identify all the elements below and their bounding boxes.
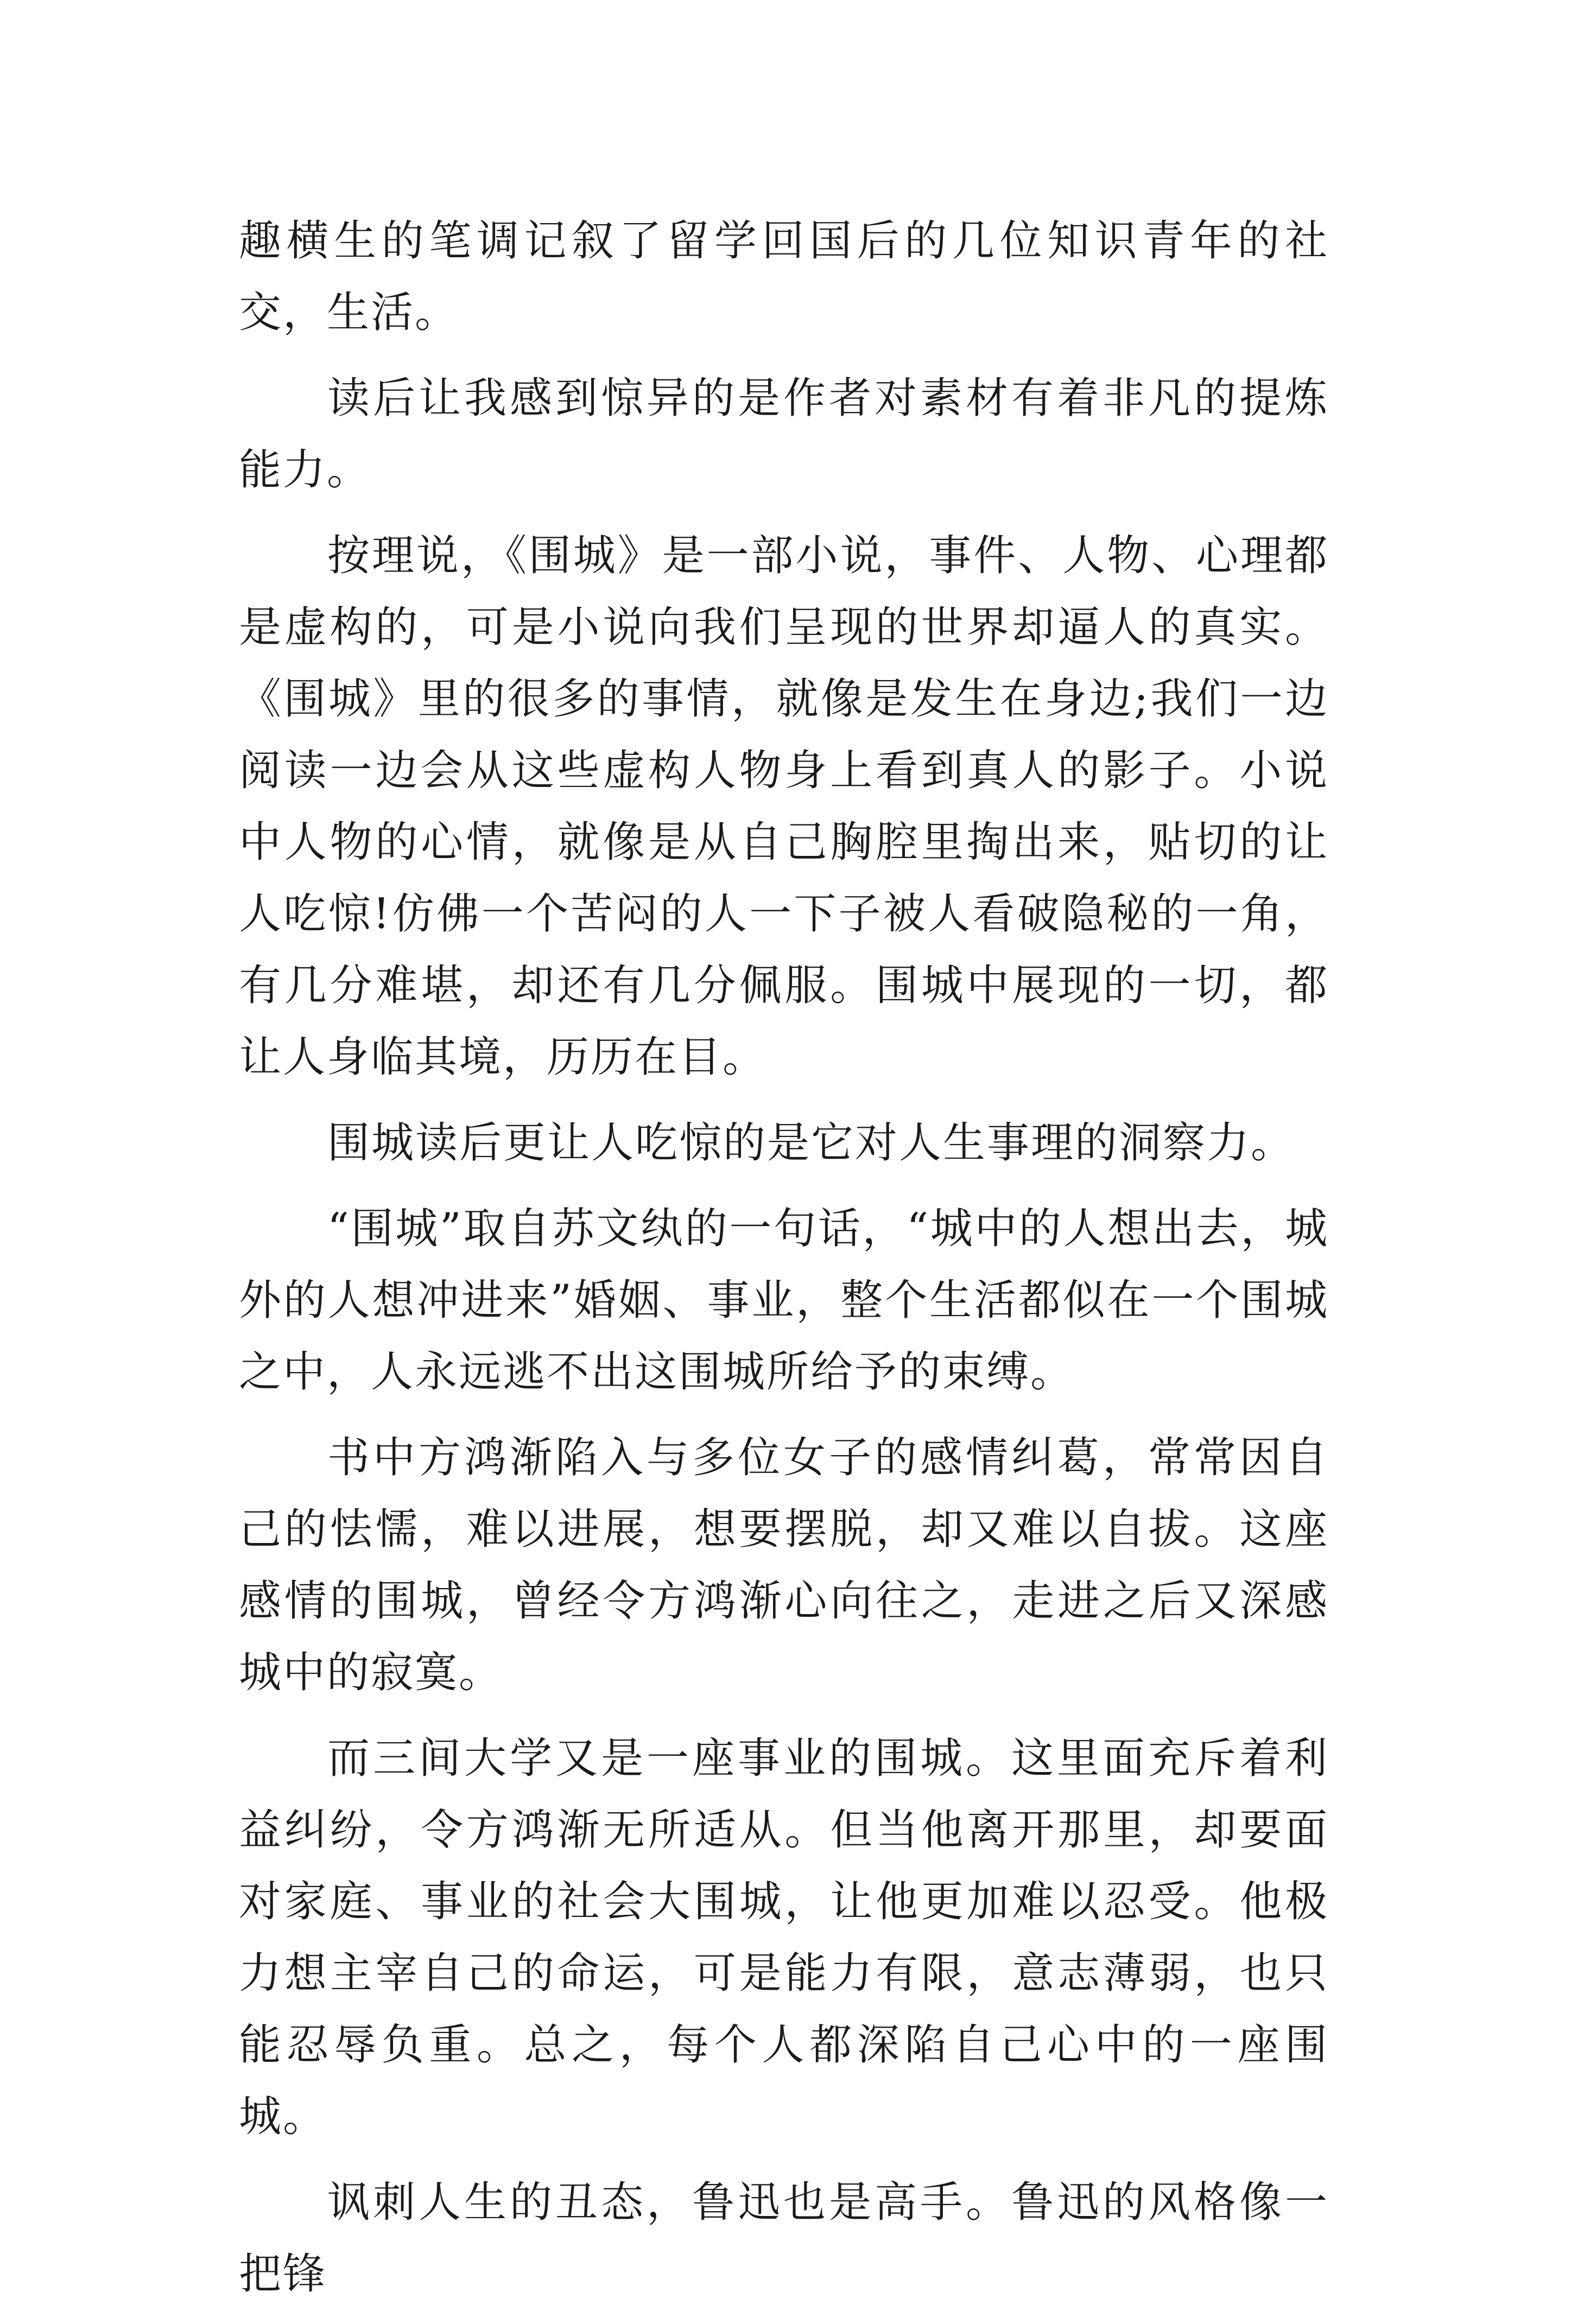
body-text	[239, 205, 1329, 2324]
paragraph: 趣横生的笔调记叙了留学回国后的几位知识青年的社交，生活。	[239, 217, 1329, 337]
paragraph: 书中方鸿渐陷入与多位女子的感情纠葛，常常因自己的怯懦，难以进展，想要摆脱，却又难以自拔。这座感情的围城，曾经令方鸿渐心向往之，走进之后又深感城中的寂寞。	[239, 1433, 1329, 1697]
paragraph: 讽刺人生的丑态，鲁迅也是高手。鲁迅的风格像一把锋	[239, 2178, 1329, 2298]
paragraph: 围城读后更让人吃惊的是它对人生事理的洞察力。	[327, 1119, 1295, 1167]
paragraph: “围城”取自苏文纨的一句话，“城中的人想出去，城外的人想冲进来”婚姻、事业，整个生活都似在一个围城之中，人永远逃不出这围城所给予的束缚。	[239, 1204, 1329, 1396]
paragraph: 读后让我感到惊异的是作者对素材有着非凡的提炼能力。	[239, 374, 1329, 494]
paragraph: 而三间大学又是一座事业的围城。这里面充斥着利益纠纷，令方鸿渐无所适从。但当他离开那里，却要面对家庭、事业的社会大围城，让他更加难以忍受。他极力想主宰自己的命运，可是能力有限，意志薄弱，也只能忍辱负重。总之，每个人都深陷自己心中的一座围城。	[239, 1734, 1329, 2141]
paragraph: 按理说，《围城》是一部小说，事件、人物、心理都是虚构的，可是小说向我们呈现的世界却逼人的真实。《围城》里的很多的事情，就像是发生在身边;我们一边阅读一边会从这些虚构人物身上看到真人的影子。小说中人物的心情，就像是从自己胸腔里掏出来，贴切的让人吃惊!仿佛一个苦闷的人一下子被人看破隐秘的一角，有几分难堪，却还有几分佩服。围城中展现的一切，都让人身临其境，历历在目。	[239, 531, 1329, 1082]
